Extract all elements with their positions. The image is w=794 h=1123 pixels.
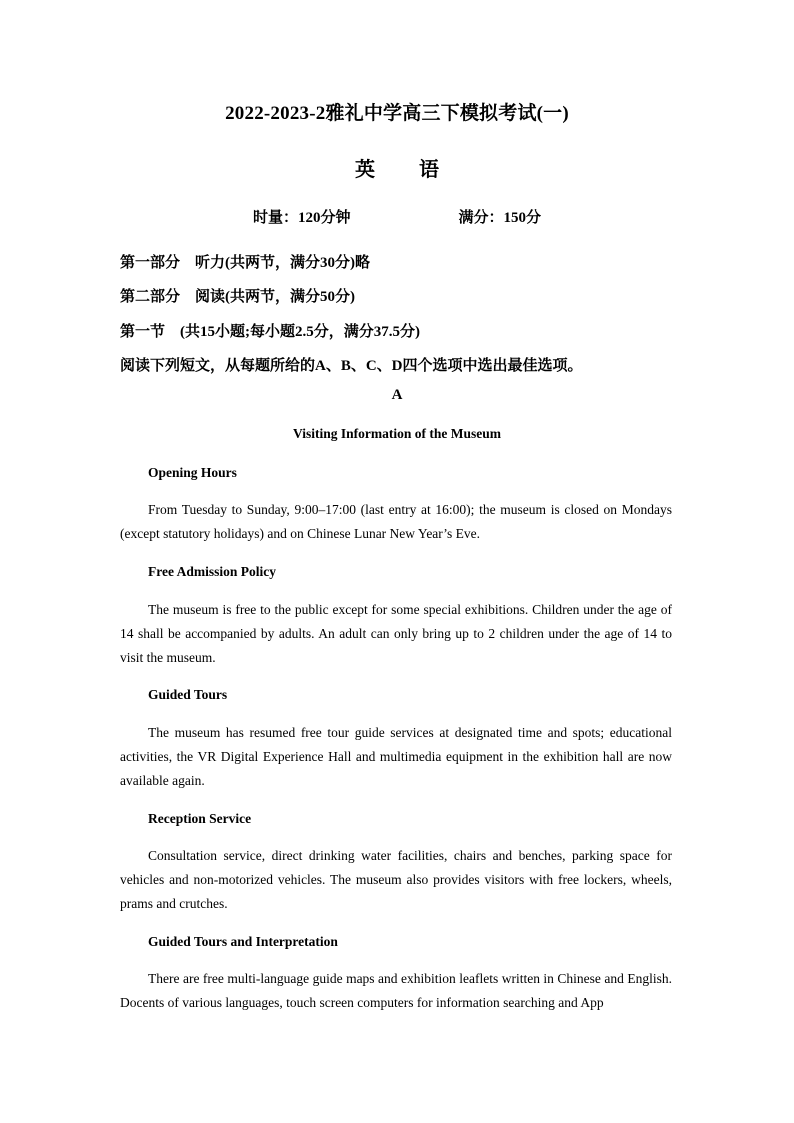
block-heading-guided-tours: Guided Tours (148, 687, 228, 702)
reading-instruction: 阅读下列短文，从每题所给的A、B、C、D四个选项中选出最佳选项。 (120, 358, 583, 374)
part-one-heading: 第一部分 听力(共两节，满分30分)略 (120, 255, 370, 271)
block-heading-tours-interpretation: Guided Tours and Interpretation (148, 934, 338, 949)
full-score: 满分：150分 (458, 210, 542, 226)
block-text-opening-hours: From Tuesday to Sunday, 9:00–17:00 (last entry at 16:00); the museum is closed on Mondays (except statutory holidays) and on Chinese Lunar New Year’s Eve. (120, 502, 672, 541)
subject-char-2: 语 (419, 159, 439, 181)
time-limit: 时量：120分钟 (252, 210, 351, 226)
passage-letter: A (391, 387, 403, 403)
block-heading-free-admission: Free Admission Policy (148, 564, 276, 579)
exam-meta (0, 206, 794, 227)
subject-char-1: 英 (355, 159, 375, 181)
subject-heading (0, 153, 794, 182)
part-two-heading: 第二部分 阅读(共两节，满分50分) (120, 289, 355, 305)
block-text-guided-tours: The museum has resumed free tour guide services at designated time and spots; educational activities, the VR Digital Experience Hall and multimedia equipment in the exhibition hall are now available again. (120, 725, 672, 788)
block-heading-reception-service: Reception Service (148, 811, 252, 826)
section-one-heading: 第一节 (共15小题;每小题2.5分，满分37.5分) (120, 324, 420, 340)
block-text-tours-interpretation: There are free multi-language guide maps and exhibition leaflets written in Chinese and English. Docents of various languages, touch screen computers for information searching and App (120, 971, 672, 1010)
block-heading-opening-hours: Opening Hours (148, 465, 237, 480)
block-text-reception-service: Consultation service, direct drinking water facilities, chairs and benches, parking space for vehicles and non-motorized vehicles. The museum also provides visitors with free lockers, wheels, prams and crutches. (120, 848, 672, 911)
block-text-free-admission: The museum is free to the public except for some special exhibitions. Children under the age of 14 shall be accompanied by adults. An adult can only bring up to 2 children under the age of 14 to visit the museum. (120, 602, 672, 665)
exam-title: 2022-2023-2雅礼中学高三下模拟考试(一) (225, 103, 569, 124)
passage-title: Visiting Information of the Museum (293, 426, 501, 441)
